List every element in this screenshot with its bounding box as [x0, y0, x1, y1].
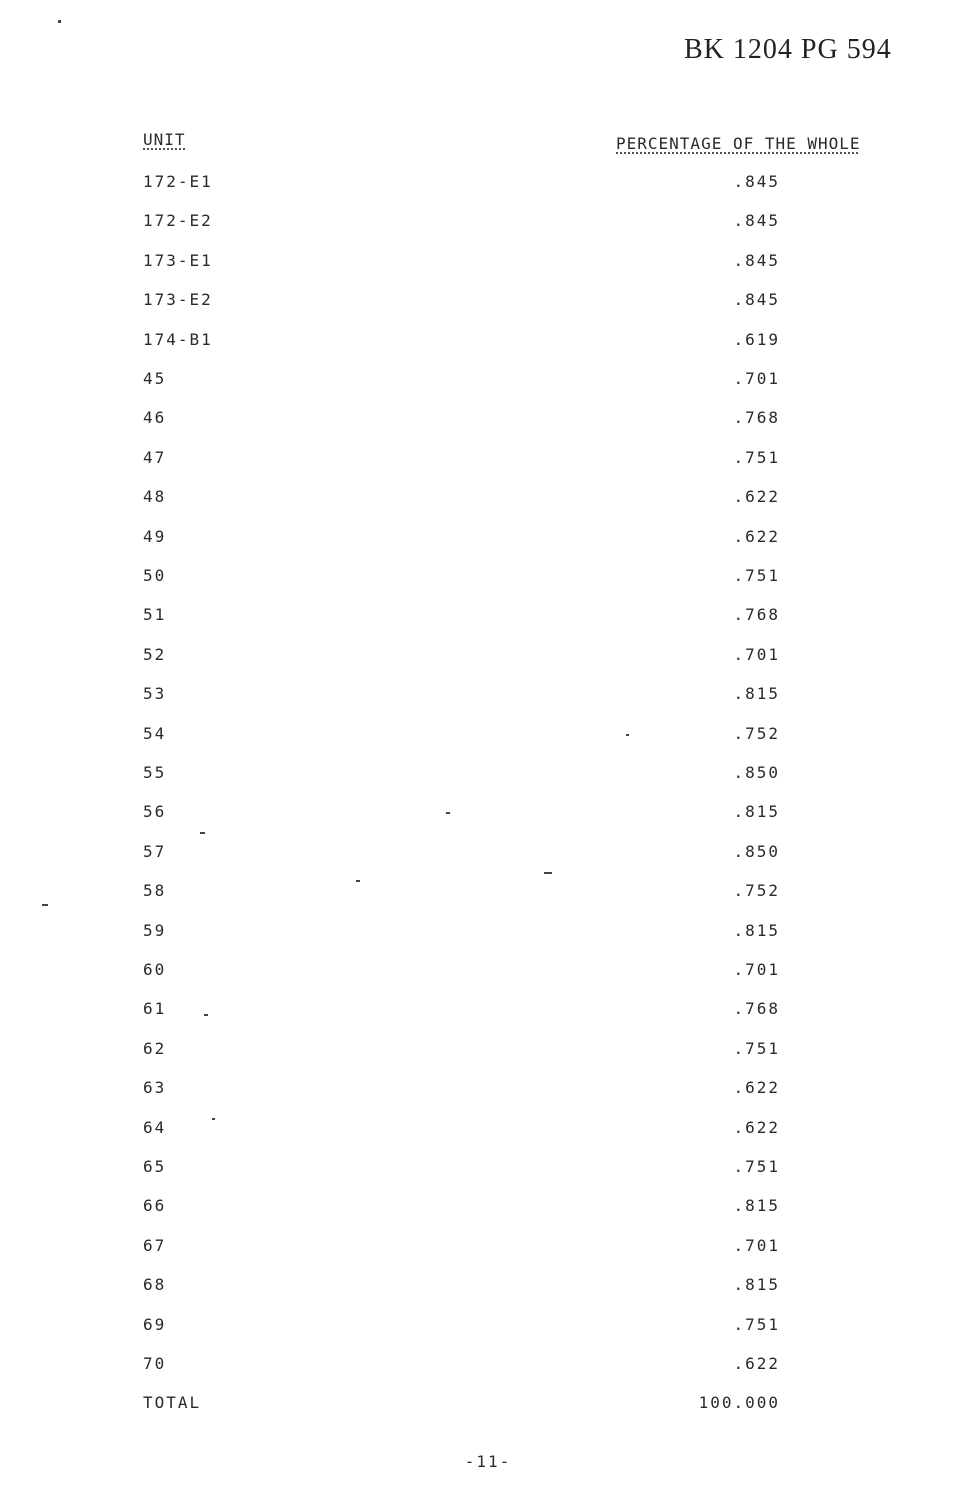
table-row: [0, 172, 976, 196]
percentage-cell: .845: [733, 251, 780, 270]
table-row: [0, 1236, 976, 1260]
percentage-cell: .768: [733, 408, 780, 427]
scan-speck: [626, 734, 629, 736]
page-number: -11-: [464, 1452, 512, 1471]
percentage-cell: .752: [733, 881, 780, 900]
percentage-cell: .751: [733, 448, 780, 467]
table-row: [0, 645, 976, 669]
table-row: [0, 330, 976, 354]
unit-cell: 52: [143, 645, 167, 664]
unit-cell: 66: [143, 1196, 167, 1215]
percentage-cell: .701: [733, 1236, 780, 1255]
unit-cell: TOTAL: [143, 1393, 202, 1412]
percentage-cell: .622: [733, 1354, 780, 1373]
table-row: [0, 487, 976, 511]
unit-cell: 46: [143, 408, 167, 427]
percentage-cell: .815: [733, 1275, 780, 1294]
table-row: [0, 999, 976, 1023]
table-row: [0, 1354, 976, 1378]
scan-speck: [42, 904, 48, 906]
unit-cell: 50: [143, 566, 167, 585]
unit-cell: 57: [143, 842, 167, 861]
unit-cell: 64: [143, 1118, 167, 1137]
table-row: [0, 960, 976, 984]
percentage-cell: .751: [733, 566, 780, 585]
unit-cell: 55: [143, 763, 167, 782]
unit-cell: 63: [143, 1078, 167, 1097]
percentage-cell: .768: [733, 999, 780, 1018]
percentage-cell: .622: [733, 487, 780, 506]
percentage-cell: .768: [733, 605, 780, 624]
unit-cell: 68: [143, 1275, 167, 1294]
percentage-cell: .815: [733, 684, 780, 703]
percentage-cell: .701: [733, 645, 780, 664]
unit-cell: 69: [143, 1315, 167, 1334]
table-row: [0, 1118, 976, 1142]
percentage-cell: .850: [733, 763, 780, 782]
scan-speck: [356, 880, 360, 882]
unit-cell: 53: [143, 684, 167, 703]
percentage-cell: .850: [733, 842, 780, 861]
percentage-cell: .845: [733, 172, 780, 191]
percentage-cell: .845: [733, 290, 780, 309]
table-row: [0, 802, 976, 826]
table-row: [0, 251, 976, 275]
percentage-cell: .845: [733, 211, 780, 230]
table-row: [0, 724, 976, 748]
unit-column-header: UNIT: [143, 130, 186, 149]
scan-speck: [204, 1014, 208, 1016]
unit-cell: 67: [143, 1236, 167, 1255]
percentage-column-header: PERCENTAGE OF THE WHOLE: [616, 134, 861, 153]
percentage-cell: .751: [733, 1039, 780, 1058]
table-row: [0, 763, 976, 787]
percentage-cell: .619: [733, 330, 780, 349]
table-row: [0, 1315, 976, 1339]
percentage-cell: .622: [733, 1078, 780, 1097]
unit-cell: 51: [143, 605, 167, 624]
unit-cell: 49: [143, 527, 167, 546]
table-row: [0, 408, 976, 432]
unit-cell: 54: [143, 724, 167, 743]
table-row: [0, 1078, 976, 1102]
percentage-cell: .751: [733, 1157, 780, 1176]
table-row: [0, 684, 976, 708]
unit-cell: 173-E1: [143, 251, 213, 270]
scan-speck: [200, 832, 205, 834]
table-row: [0, 290, 976, 314]
percentage-cell: .815: [733, 921, 780, 940]
percentage-cell: .815: [733, 1196, 780, 1215]
table-row: [0, 1275, 976, 1299]
table-row: [0, 1196, 976, 1220]
unit-cell: 47: [143, 448, 167, 467]
scan-speck: [58, 20, 61, 23]
scan-speck: [446, 812, 450, 814]
unit-cell: 174-B1: [143, 330, 213, 349]
unit-cell: 61: [143, 999, 167, 1018]
unit-cell: 45: [143, 369, 167, 388]
unit-cell: 58: [143, 881, 167, 900]
unit-cell: 65: [143, 1157, 167, 1176]
table-row: [0, 369, 976, 393]
percentage-cell: .622: [733, 1118, 780, 1137]
percentage-cell: .751: [733, 1315, 780, 1334]
scan-speck: [544, 872, 552, 874]
table-row: [0, 1039, 976, 1063]
percentage-cell: .752: [733, 724, 780, 743]
table-row: [0, 881, 976, 905]
scan-speck: [212, 1118, 215, 1120]
unit-cell: 173-E2: [143, 290, 213, 309]
unit-cell: 172-E1: [143, 172, 213, 191]
table-row: [0, 527, 976, 551]
table-row: [0, 566, 976, 590]
unit-cell: 60: [143, 960, 167, 979]
table-row: [0, 605, 976, 629]
table-row: [0, 211, 976, 235]
unit-cell: 70: [143, 1354, 167, 1373]
table-row: [0, 842, 976, 866]
table-row: [0, 448, 976, 472]
table-row: [0, 1157, 976, 1181]
percentage-cell: 100.000: [698, 1393, 780, 1412]
percentage-cell: .622: [733, 527, 780, 546]
percentage-cell: .815: [733, 802, 780, 821]
unit-cell: 62: [143, 1039, 167, 1058]
book-page-stamp: BK 1204 PG 594: [684, 34, 892, 65]
unit-cell: 48: [143, 487, 167, 506]
percentage-cell: .701: [733, 369, 780, 388]
unit-cell: 172-E2: [143, 211, 213, 230]
percentage-cell: .701: [733, 960, 780, 979]
table-row: [0, 921, 976, 945]
unit-cell: 59: [143, 921, 167, 940]
unit-cell: 56: [143, 802, 167, 821]
total-row: [0, 1393, 976, 1417]
